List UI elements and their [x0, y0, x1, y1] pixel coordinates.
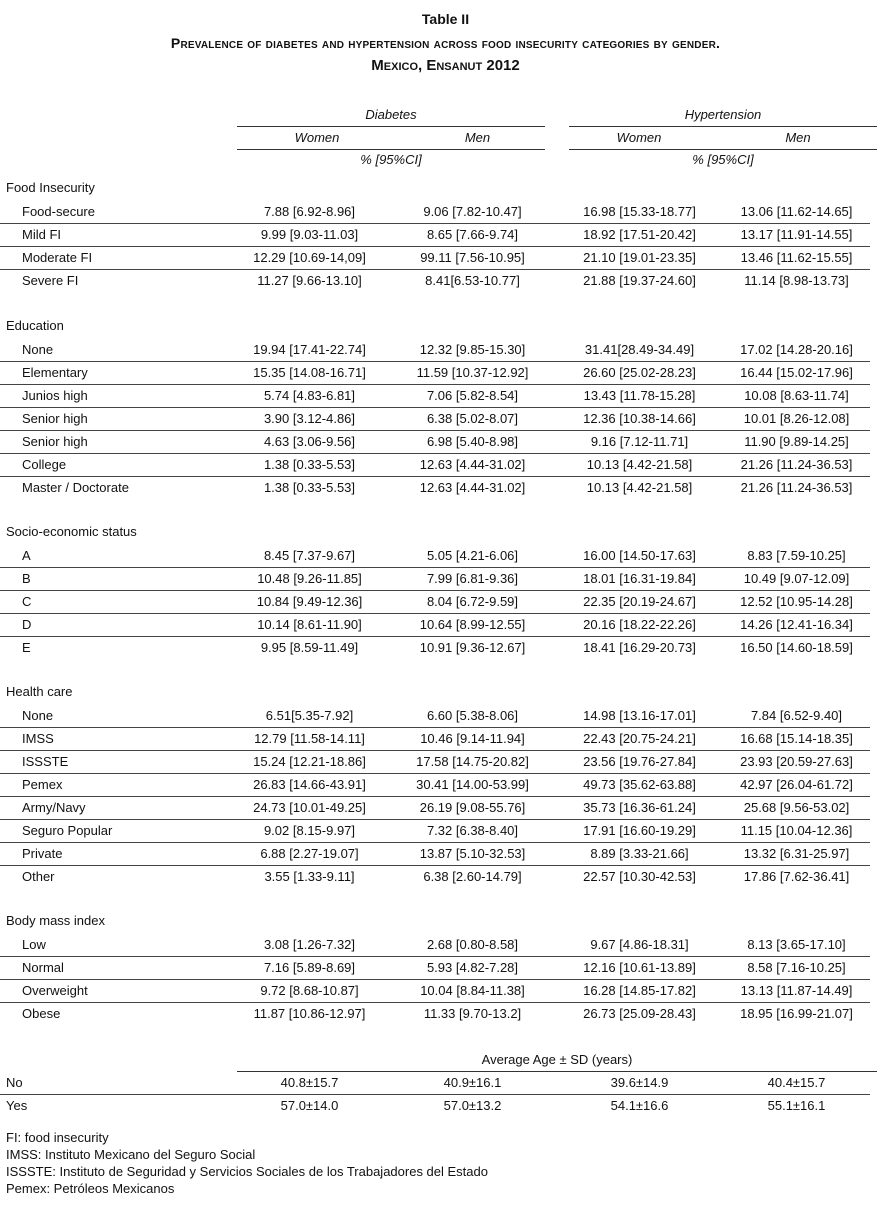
table-row	[0, 1003, 891, 1026]
cell-value: 5.05 [4.21-6.06]	[426, 548, 519, 563]
cell-value: 9.06 [7.82-10.47]	[423, 204, 522, 219]
cell-value: 6.51[5.35-7.92]	[265, 708, 354, 723]
cell-value: 17.86 [7.62-36.41]	[743, 869, 850, 884]
cell-value: 6.98 [5.40-8.98]	[426, 434, 519, 449]
table-row	[0, 957, 891, 980]
footnote: ISSSTE: Instituto de Seguridad y Servicios Sociales de los Trabajadores del Estado	[6, 1164, 488, 1179]
cell-value: 17.91 [16.60-19.29]	[583, 823, 696, 838]
cell-value: 9.02 [8.15-9.97]	[263, 823, 356, 838]
table-row	[0, 591, 891, 614]
cell-value: 13.43 [11.78-15.28]	[583, 388, 696, 403]
table-row	[0, 545, 891, 568]
cell-value: 12.29 [10.69-14,09]	[253, 250, 366, 265]
cell-value: 9.67 [4.86-18.31]	[590, 937, 689, 952]
cell-value: 26.60 [25.02-28.23]	[583, 365, 696, 380]
row-label: Obese	[22, 1006, 61, 1021]
cell-value: 8.58 [7.16-10.25]	[747, 960, 846, 975]
cell-value: 10.14 [8.61-11.90]	[257, 617, 362, 632]
table-row	[0, 774, 891, 797]
cell-value: 11.87 [10.86-12.97]	[253, 1006, 366, 1021]
table-row	[0, 431, 891, 454]
row-label: None	[22, 708, 54, 723]
row-label: Mild FI	[22, 227, 61, 242]
age-cell-value: 39.6±14.9	[610, 1075, 669, 1090]
cell-value: 12.79 [11.58-14.11]	[254, 731, 365, 746]
cell-value: 15.24 [12.21-18.86]	[253, 754, 366, 769]
row-label: Normal	[22, 960, 64, 975]
cell-value: 10.46 [9.14-11.94]	[420, 731, 525, 746]
cell-value: 26.83 [14.66-43.91]	[253, 777, 366, 792]
cell-value: 1.38 [0.33-5.53]	[263, 480, 356, 495]
row-label: Overweight	[22, 983, 88, 998]
cell-value: 5.93 [4.82-7.28]	[426, 960, 519, 975]
subheader-diabetes-men: Men	[464, 130, 491, 145]
cell-value: 4.63 [3.06-9.56]	[263, 434, 356, 449]
age-row	[0, 1095, 891, 1118]
cell-value: 22.43 [20.75-24.21]	[583, 731, 696, 746]
row-label: Pemex	[22, 777, 63, 792]
cell-value: 42.97 [26.04-61.72]	[740, 777, 853, 792]
cell-value: 14.26 [12.41-16.34]	[740, 617, 853, 632]
row-label: B	[22, 571, 31, 586]
cell-value: 23.93 [20.59-27.63]	[740, 754, 853, 769]
cell-value: 12.32 [9.85-15.30]	[419, 342, 526, 357]
subheader-rule-hypertension	[569, 149, 877, 150]
cell-value: 21.26 [11.24-36.53]	[740, 457, 853, 472]
cell-value: 7.32 [6.38-8.40]	[426, 823, 519, 838]
table-row	[0, 614, 891, 637]
row-label: IMSS	[22, 731, 54, 746]
unit-label-hypertension: % [95%CI]	[692, 152, 754, 167]
cell-value: 12.52 [10.95-14.28]	[740, 594, 853, 609]
table-row	[0, 247, 891, 270]
row-label: Low	[22, 937, 46, 952]
age-cell-value: 55.1±16.1	[767, 1098, 826, 1113]
footnote: FI: food insecurity	[6, 1130, 109, 1145]
cell-value: 35.73 [16.36-61.24]	[583, 800, 696, 815]
cell-value: 49.73 [35.62-63.88]	[583, 777, 696, 792]
row-label: Junios high	[22, 388, 88, 403]
age-cell-value: 40.4±15.7	[767, 1075, 826, 1090]
footnote: Pemex: Petróleos Mexicanos	[6, 1181, 175, 1196]
cell-value: 7.88 [6.92-8.96]	[263, 204, 356, 219]
table-row	[0, 728, 891, 751]
cell-value: 17.58 [14.75-20.82]	[416, 754, 529, 769]
cell-value: 11.59 [10.37-12.92]	[416, 365, 529, 380]
age-cell-value: 57.0±14.0	[280, 1098, 339, 1113]
row-label: C	[22, 594, 32, 609]
cell-value: 8.04 [6.72-9.59]	[426, 594, 519, 609]
cell-value: 13.32 [6.31-25.97]	[743, 846, 850, 861]
cell-value: 18.92 [17.51-20.42]	[583, 227, 696, 242]
cell-value: 12.36 [10.38-14.66]	[583, 411, 696, 426]
cell-value: 22.35 [20.19-24.67]	[583, 594, 696, 609]
cell-value: 13.13 [11.87-14.49]	[740, 983, 853, 998]
cell-value: 9.99 [9.03-11.03]	[260, 227, 359, 242]
cell-value: 10.04 [8.84-11.38]	[420, 983, 525, 998]
cell-value: 7.16 [5.89-8.69]	[263, 960, 356, 975]
cell-value: 5.74 [4.83-6.81]	[263, 388, 356, 403]
cell-value: 18.95 [16.99-21.07]	[740, 1006, 853, 1021]
cell-value: 8.89 [3.33-21.66]	[590, 846, 689, 861]
section-title: Food Insecurity	[6, 180, 95, 195]
cell-value: 18.01 [16.31-19.84]	[583, 571, 696, 586]
table-row	[0, 751, 891, 774]
cell-value: 9.16 [7.12-11.71]	[590, 434, 689, 449]
cell-value: 16.50 [14.60-18.59]	[740, 640, 853, 655]
table-row	[0, 408, 891, 431]
cell-value: 19.94 [17.41-22.74]	[253, 342, 366, 357]
row-label: E	[22, 640, 31, 655]
cell-value: 10.08 [8.63-11.74]	[744, 388, 849, 403]
cell-value: 8.41[6.53-10.77]	[425, 273, 520, 288]
cell-value: 6.88 [2.27-19.07]	[260, 846, 359, 861]
table-row	[0, 934, 891, 957]
row-label: Master / Doctorate	[22, 480, 129, 495]
section-title: Education	[6, 318, 64, 333]
row-label: Moderate FI	[22, 250, 93, 265]
table-title: Prevalence of diabetes and hypertension across food insecurity categories by gender.	[170, 35, 721, 51]
table-row	[0, 843, 891, 866]
cell-value: 10.91 [9.36-12.67]	[419, 640, 526, 655]
cell-value: 8.65 [7.66-9.74]	[426, 227, 519, 242]
row-label: Elementary	[22, 365, 88, 380]
subheader-diabetes-women: Women	[294, 130, 340, 145]
cell-value: 13.87 [5.10-32.53]	[419, 846, 526, 861]
table-row	[0, 362, 891, 385]
cell-value: 13.06 [11.62-14.65]	[740, 204, 853, 219]
subheader-hypertension-men: Men	[785, 130, 811, 145]
table-number: Table II	[421, 11, 470, 27]
cell-value: 16.28 [14.85-17.82]	[583, 983, 696, 998]
table-row	[0, 339, 891, 362]
cell-value: 11.15 [10.04-12.36]	[740, 823, 853, 838]
row-label: Senior high	[22, 411, 88, 426]
row-label: Food-secure	[22, 204, 95, 219]
cell-value: 6.60 [5.38-8.06]	[426, 708, 519, 723]
cell-value: 25.68 [9.56-53.02]	[743, 800, 850, 815]
table-row	[0, 201, 891, 224]
footnote: IMSS: Instituto Mexicano del Seguro Social	[6, 1147, 256, 1162]
cell-value: 99.11 [7.56-10.95]	[420, 250, 525, 265]
cell-value: 11.90 [9.89-14.25]	[744, 434, 849, 449]
table-row	[0, 980, 891, 1003]
cell-value: 10.64 [8.99-12.55]	[419, 617, 526, 632]
section-title: Health care	[6, 684, 73, 699]
age-row-label: Yes	[6, 1098, 28, 1113]
table-row	[0, 866, 891, 889]
table-row	[0, 385, 891, 408]
cell-value: 24.73 [10.01-49.25]	[253, 800, 366, 815]
table-row	[0, 454, 891, 477]
cell-value: 9.95 [8.59-11.49]	[260, 640, 359, 655]
cell-value: 15.35 [14.08-16.71]	[253, 365, 366, 380]
cell-value: 11.14 [8.98-13.73]	[744, 273, 849, 288]
cell-value: 8.83 [7.59-10.25]	[747, 548, 846, 563]
row-label: Seguro Popular	[22, 823, 113, 838]
cell-value: 23.56 [19.76-27.84]	[583, 754, 696, 769]
subheader-hypertension-women: Women	[616, 130, 662, 145]
row-label: Senior high	[22, 434, 88, 449]
table-row	[0, 705, 891, 728]
cell-value: 9.72 [8.68-10.87]	[260, 983, 359, 998]
cell-value: 20.16 [18.22-22.26]	[583, 617, 696, 632]
cell-value: 10.13 [4.42-21.58]	[586, 457, 693, 472]
cell-value: 8.45 [7.37-9.67]	[263, 548, 356, 563]
cell-value: 10.84 [9.49-12.36]	[256, 594, 363, 609]
cell-value: 16.68 [15.14-18.35]	[740, 731, 853, 746]
cell-value: 12.16 [10.61-13.89]	[583, 960, 696, 975]
cell-value: 16.00 [14.50-17.63]	[583, 548, 696, 563]
cell-value: 30.41 [14.00-53.99]	[416, 777, 529, 792]
cell-value: 18.41 [16.29-20.73]	[583, 640, 696, 655]
group-rule-diabetes	[237, 126, 545, 127]
cell-value: 8.13 [3.65-17.10]	[747, 937, 846, 952]
cell-value: 31.41[28.49-34.49]	[584, 342, 695, 357]
age-cell-value: 57.0±13.2	[443, 1098, 502, 1113]
table-subtitle: Mexico, Ensanut 2012	[371, 57, 520, 74]
cell-value: 21.10 [19.01-23.35]	[583, 250, 696, 265]
cell-value: 22.57 [10.30-42.53]	[583, 869, 696, 884]
table-row	[0, 568, 891, 591]
cell-value: 14.98 [13.16-17.01]	[583, 708, 696, 723]
age-row-label: No	[6, 1075, 23, 1090]
cell-value: 3.90 [3.12-4.86]	[263, 411, 356, 426]
subheader-rule-diabetes	[237, 149, 545, 150]
row-label: ISSSTE	[22, 754, 69, 769]
group-header-hypertension: Hypertension	[684, 107, 762, 122]
group-rule-hypertension	[569, 126, 877, 127]
cell-value: 26.73 [25.09-28.43]	[583, 1006, 696, 1021]
table-row	[0, 820, 891, 843]
table-row	[0, 797, 891, 820]
row-label: A	[22, 548, 31, 563]
cell-value: 10.49 [9.07-12.09]	[743, 571, 850, 586]
cell-value: 10.01 [8.26-12.08]	[743, 411, 850, 426]
age-cell-value: 54.1±16.6	[610, 1098, 669, 1113]
cell-value: 6.38 [2.60-14.79]	[423, 869, 522, 884]
age-cell-value: 40.9±16.1	[443, 1075, 502, 1090]
row-label: D	[22, 617, 32, 632]
cell-value: 21.26 [11.24-36.53]	[740, 480, 853, 495]
cell-value: 17.02 [14.28-20.16]	[740, 342, 853, 357]
cell-value: 7.99 [6.81-9.36]	[426, 571, 519, 586]
section-title: Body mass index	[6, 913, 105, 928]
section-title: Socio-economic status	[6, 524, 137, 539]
cell-value: 3.55 [1.33-9.11]	[264, 869, 355, 884]
group-header-diabetes: Diabetes	[365, 107, 417, 122]
cell-value: 1.38 [0.33-5.53]	[263, 457, 356, 472]
cell-value: 7.06 [5.82-8.54]	[426, 388, 519, 403]
table-row	[0, 224, 891, 247]
row-label: None	[22, 342, 54, 357]
table-row	[0, 637, 891, 660]
cell-value: 21.88 [19.37-24.60]	[583, 273, 696, 288]
cell-value: 6.38 [5.02-8.07]	[426, 411, 519, 426]
row-label: College	[22, 457, 67, 472]
cell-value: 7.84 [6.52-9.40]	[750, 708, 843, 723]
cell-value: 16.98 [15.33-18.77]	[583, 204, 696, 219]
cell-value: 10.13 [4.42-21.58]	[586, 480, 693, 495]
row-label: Other	[22, 869, 55, 884]
cell-value: 13.17 [11.91-14.55]	[740, 227, 853, 242]
cell-value: 26.19 [9.08-55.76]	[419, 800, 526, 815]
cell-value: 11.33 [9.70-13.2]	[423, 1006, 522, 1021]
cell-value: 10.48 [9.26-11.85]	[257, 571, 362, 586]
table-row	[0, 477, 891, 500]
age-row	[0, 1072, 891, 1095]
cell-value: 16.44 [15.02-17.96]	[740, 365, 853, 380]
row-label: Army/Navy	[22, 800, 86, 815]
table-row	[0, 270, 891, 293]
unit-label-diabetes: % [95%CI]	[360, 152, 422, 167]
cell-value: 12.63 [4.44-31.02]	[419, 457, 526, 472]
cell-value: 11.27 [9.66-13.10]	[257, 273, 362, 288]
age-header: Average Age ± SD (years)	[481, 1052, 633, 1067]
cell-value: 2.68 [0.80-8.58]	[426, 937, 519, 952]
row-label: Severe FI	[22, 273, 79, 288]
cell-value: 13.46 [11.62-15.55]	[740, 250, 853, 265]
row-label: Private	[22, 846, 63, 861]
cell-value: 12.63 [4.44-31.02]	[419, 480, 526, 495]
age-cell-value: 40.8±15.7	[280, 1075, 339, 1090]
cell-value: 3.08 [1.26-7.32]	[263, 937, 356, 952]
